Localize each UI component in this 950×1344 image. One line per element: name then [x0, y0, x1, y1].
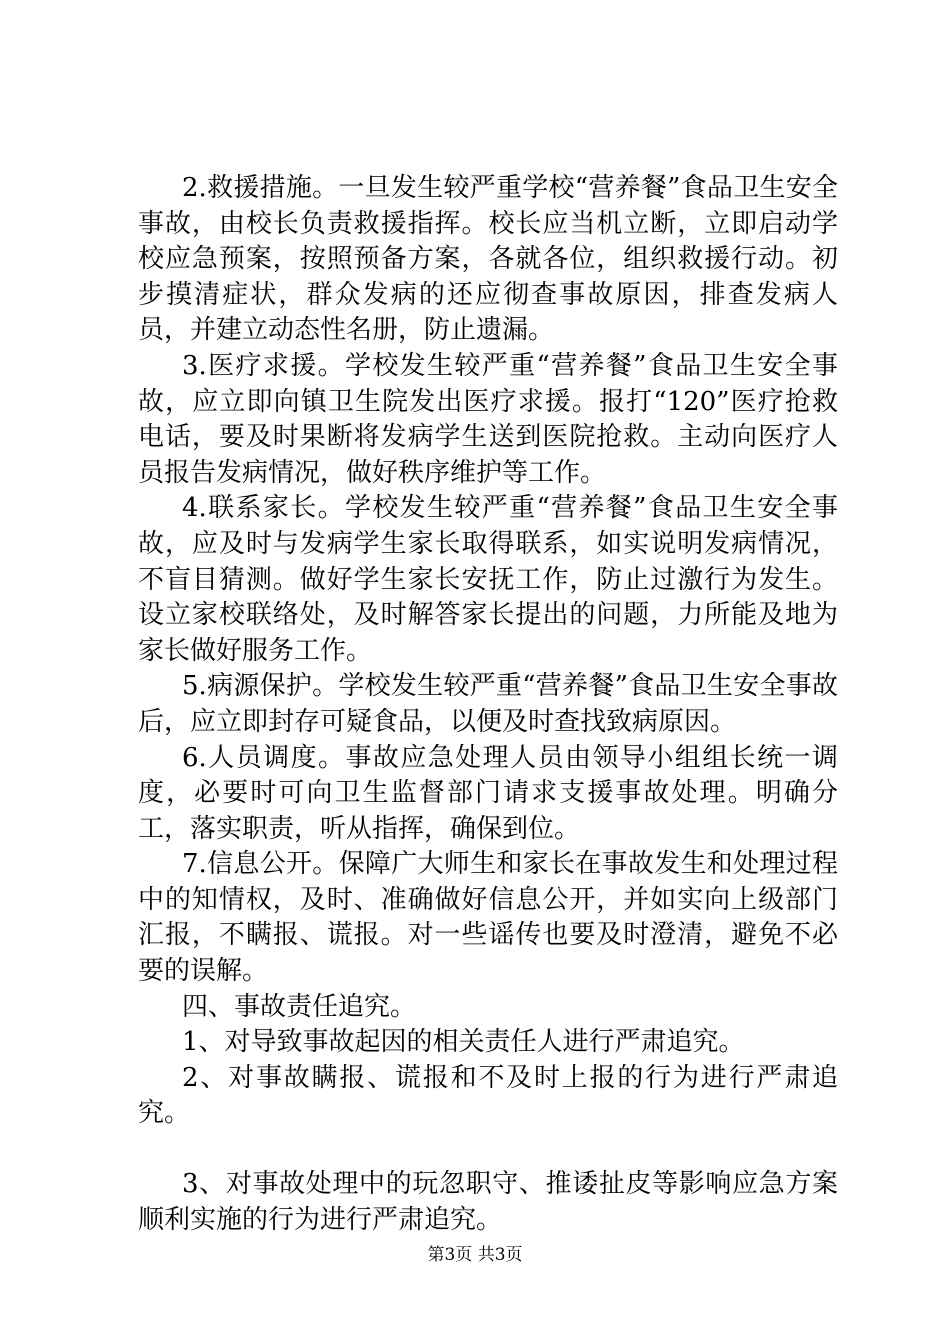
list-item-accountability-3: 3、对事故处理中的玩忽职守、推诿扯皮等影响应急方案顺利实施的行为进行严肃追究。: [138, 1169, 838, 1235]
paragraph-contact-parents: 4.联系家长。学校发生较严重“营养餐”食品卫生安全事故，应及时与发病学生家长取得联系，如实说明发病情况，不盲目猜测。做好学生家长安抚工作，防止过激行为发生。设立家校联络处，及时解答家长提出的问题，力所能及地为家长做好服务工作。: [138, 493, 838, 666]
list-item-accountability-2: 2、对事故瞒报、谎报和不及时上报的行为进行严肃追究。: [138, 1062, 838, 1129]
paragraph-personnel-dispatch: 6.人员调度。事故应急处理人员由领导小组组长统一调度，必要时可向卫生监督部门请求支援事故处理。明确分工，落实职责，听从指挥，确保到位。: [138, 742, 838, 844]
section-heading-accountability: 四、事故责任追究。: [182, 991, 417, 1022]
list-item-accountability-1: 1、对导致事故起因的相关责任人进行严肃追究。: [182, 1027, 745, 1058]
paragraph-medical-aid: 3.医疗求援。学校发生较严重“营养餐”食品卫生安全事故，应立即向镇卫生院发出医疗求援。报打“120”医疗抢救电话，要及时果断将发病学生送到医院抢救。主动向医疗人员报告发病情况，做好秩序维护等工作。: [138, 350, 838, 488]
paragraph-rescue-measures: 2.救援措施。一旦发生较严重学校“营养餐”食品卫生安全事故，由校长负责救援指挥。校长应当机立断，立即启动学校应急预案，按照预备方案，各就各位，组织救援行动。初步摸清症状，群众发病的还应彻查事故原因，排查发病人员，并建立动态性名册，防止遗漏。: [138, 173, 838, 346]
paragraph-source-protection: 5.病源保护。学校发生较严重“营养餐”食品卫生安全事故后，应立即封存可疑食品，以便及时查找致病原因。: [138, 671, 838, 737]
paragraph-information-disclosure: 7.信息公开。保障广大师生和家长在事故发生和处理过程中的知情权，及时、准确做好信息公开，并如实向上级部门汇报，不瞒报、谎报。对一些谣传也要及时澄清，避免不必要的误解。: [138, 849, 838, 987]
document-body: [138, 171, 838, 1238]
page-number-footer: 第3页 共3页: [427, 1245, 523, 1265]
